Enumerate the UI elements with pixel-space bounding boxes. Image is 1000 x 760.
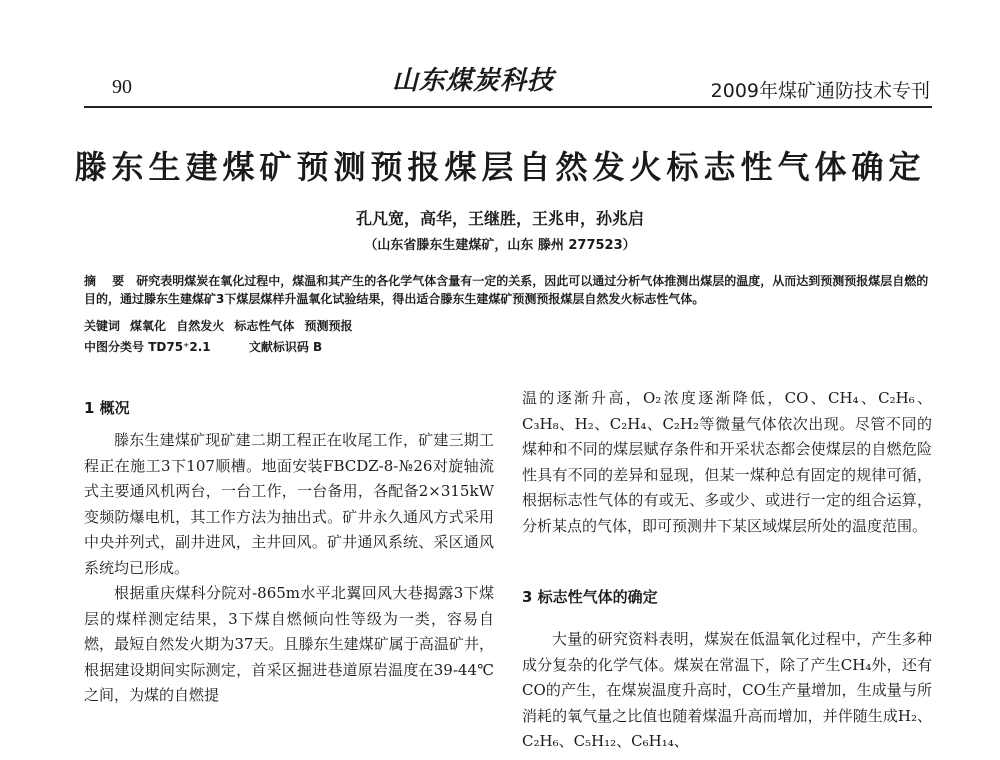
right-column-top	[522, 386, 932, 539]
affiliation: （山东省滕东生建煤矿，山东 滕州 277523）	[364, 238, 636, 253]
left-column	[84, 428, 494, 709]
article-title: 滕东生建煤矿预测预报煤层自然发火标志性气体确定	[74, 148, 926, 186]
clc-label: 中图分类号	[84, 340, 145, 354]
page-number: 90	[112, 76, 132, 98]
paragraph: 滕东生建煤矿现矿建二期工程正在收尾工作，矿建三期工程正在施工3下107顺槽。地面安装FBCDZ-8-№26对旋轴流式主要通风机两台，一台工作，一台备用，各配备2×315kW变频防爆电机，其工作方法为抽出式。矿井永久通风方式采用中央并列式，副井进风，主井回风。矿井通风系统、采区通风系统均已形成。	[84, 431, 494, 577]
paragraph: 温的逐渐升高，O₂浓度逐渐降低，CO、CH₄、C₂H₆、C₃H₈、H₂、C₂H₄、C₂H₂等微量气体依次出现。尽管不同的煤种和不同的煤层赋存条件和开采状态都会使煤层的自燃危险性具有不同的差异和显现，但某一煤种总有固定的规律可循，根据标志性气体的有或无、多或少、或进行一定的组合运算，分析某点的气体，即可预测井下某区域煤层所处的温度范围。	[522, 389, 932, 535]
issue-label: 2009年煤矿通防技术专刊	[710, 80, 930, 102]
abstract-label: 摘 要	[84, 274, 131, 288]
abstract	[84, 272, 934, 308]
journal-name: 山东煤炭科技	[392, 66, 555, 96]
keywords	[84, 317, 353, 334]
doc-code-value: B	[313, 340, 323, 354]
section-1-heading: 1 概况	[84, 399, 130, 417]
paragraph: 大量的研究资料表明，煤炭在低温氧化过程中，产生多种成分复杂的化学气体。煤炭在常温下，除了产生CH₄外，还有CO的产生，在煤炭温度升高时，CO生产量增加，生成量与所消耗的氧气量之比值也随着煤温升高而增加，并伴随生成H₂、C₂H₆、C₅H₁₂、C₆H₁₄、	[522, 630, 932, 750]
keywords-label: 关键词	[84, 319, 121, 333]
keywords-text: 煤氧化 自然发火 标志性气体 预测预报	[130, 319, 353, 333]
classification	[84, 338, 322, 355]
paragraph: 根据重庆煤科分院对-865m水平北翼回风大巷揭露3下煤层的煤样测定结果，3下煤自燃倾向性等级为一类，容易自燃，最短自然发火期为37天。且滕东生建煤矿属于高温矿井，根据建设期间实际测定，首采区掘进巷道原岩温度在39-44℃之间，为煤的自燃提	[84, 584, 494, 704]
header-rule	[84, 106, 932, 108]
section-3-heading: 3 标志性气体的确定	[522, 588, 658, 606]
abstract-text: 研究表明煤炭在氧化过程中，煤温和其产生的各化学气体含量有一定的关系，因此可以通过分析气体推测出煤层的温度，从而达到预测预报煤层自燃的目的，通过滕东生建煤矿3下煤层煤样升温氧化试验结果，得出适合滕东生建煤矿预测预报煤层自然发火标志性气体。	[84, 274, 929, 306]
author-list: 孔凡宽，高华，王继胜，王兆申，孙兆启	[355, 209, 644, 228]
clc-value: TD75⁺2.1	[148, 340, 211, 354]
doc-code-label: 文献标识码	[248, 340, 309, 354]
right-column-bottom	[522, 627, 932, 755]
